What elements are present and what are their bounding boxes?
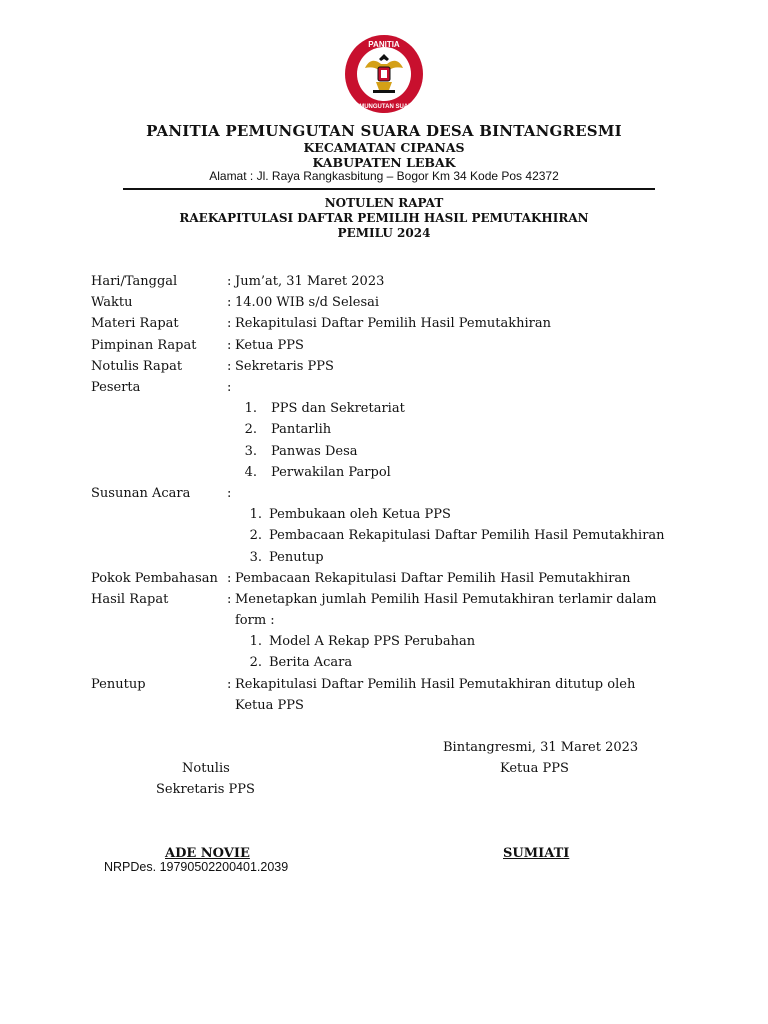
right-signer-role: Ketua PPS: [500, 761, 569, 776]
field-value-pokok: Pembacaan Rekapitulasi Daftar Pemilih Hasil Pemutakhiran: [235, 571, 631, 586]
kecamatan-name: KECAMATAN CIPANAS: [303, 140, 465, 155]
list-item: Pembukaan oleh Ketua PPS: [269, 507, 451, 522]
field-label-hari: Hari/Tanggal: [91, 274, 178, 289]
field-value-waktu: 14.00 WIB s/d Selesai: [235, 295, 380, 310]
field-colon: :: [227, 359, 232, 374]
list-number: 3.: [244, 444, 257, 459]
field-colon: :: [227, 295, 232, 310]
kpu-logo-emblem: [343, 34, 425, 114]
field-label-penutup: Penutup: [91, 677, 146, 692]
org-name: PANITIA PEMUNGUTAN SUARA DESA BINTANGRESMI: [146, 122, 622, 140]
field-label-materi: Materi Rapat: [91, 316, 179, 331]
field-label-hasil: Hasil Rapat: [91, 592, 169, 607]
field-value-hari: Jum’at, 31 Maret 2023: [235, 274, 385, 289]
logo-text-bottom: PEMUNGUTAN SUARA: [351, 104, 417, 110]
field-value-penutup: Rekapitulasi Daftar Pemilih Hasil Pemutakhiran ditutup oleh: [235, 677, 636, 692]
list-item: Pembacaan Rekapitulasi Daftar Pemilih Hasil Pemutakhiran: [269, 528, 665, 543]
left-signer-name: ADE NOVIE: [165, 846, 250, 861]
field-colon: :: [227, 338, 232, 353]
field-colon: :: [227, 380, 232, 395]
list-number: 2.: [249, 655, 262, 670]
field-value-hasil: Menetapkan jumlah Pemilih Hasil Pemutakhiran terlamir dalam: [235, 592, 657, 607]
list-number: 1.: [244, 401, 257, 416]
kabupaten-name: KABUPATEN LEBAK: [312, 155, 456, 170]
field-colon: :: [227, 592, 232, 607]
address-line: Alamat : Jl. Raya Rangkasbitung – Bogor Km 34 Kode Pos 42372: [209, 169, 559, 183]
document-title: NOTULEN RAPAT: [324, 196, 444, 210]
list-number: 3.: [249, 550, 262, 565]
list-number: 2.: [244, 422, 257, 437]
field-colon: :: [227, 677, 232, 692]
list-number: 1.: [249, 507, 262, 522]
list-item: Model A Rekap PPS Perubahan: [269, 634, 476, 649]
left-signer-role: Notulis: [182, 761, 230, 776]
list-item: Penutup: [269, 550, 324, 565]
field-label-waktu: Waktu: [91, 295, 133, 310]
list-item: Pantarlih: [271, 422, 332, 437]
field-value-materi: Rekapitulasi Daftar Pemilih Hasil Pemutakhiran: [235, 316, 552, 331]
field-label-pimpinan: Pimpinan Rapat: [91, 338, 197, 353]
field-colon: :: [227, 571, 232, 586]
field-label-peserta: Peserta: [91, 380, 141, 395]
field-colon: :: [227, 316, 232, 331]
field-label-notulis: Notulis Rapat: [91, 359, 183, 374]
list-number: 4.: [244, 465, 257, 480]
field-value-hasil-cont: form :: [235, 613, 275, 628]
left-signer-title: Sekretaris PPS: [156, 782, 255, 797]
field-value-pimpinan: Ketua PPS: [235, 338, 304, 353]
left-signer-nrp: NRPDes. 19790502200401.2039: [104, 860, 289, 874]
document-subtitle: RAEKAPITULASI DAFTAR PEMILIH HASIL PEMUTAKHIRAN: [179, 211, 589, 225]
field-label-susunan: Susunan Acara: [91, 486, 191, 501]
place-date: Bintangresmi, 31 Maret 2023: [443, 740, 639, 755]
list-item: Perwakilan Parpol: [271, 465, 391, 480]
list-number: 1.: [249, 634, 262, 649]
logo-text-top: PANITIA: [368, 40, 400, 49]
field-value-notulis: Sekretaris PPS: [235, 359, 334, 374]
field-label-pokok: Pokok Pembahasan: [91, 571, 218, 586]
header-divider: [123, 188, 655, 190]
list-number: 2.: [249, 528, 262, 543]
list-item: Berita Acara: [269, 655, 353, 670]
field-colon: :: [227, 486, 232, 501]
right-signer-name: SUMIATI: [503, 846, 570, 861]
field-colon: :: [227, 274, 232, 289]
field-value-penutup-cont: Ketua PPS: [235, 698, 304, 713]
list-item: Panwas Desa: [271, 444, 358, 459]
document-subtitle-year: PEMILU 2024: [337, 226, 431, 240]
list-item: PPS dan Sekretariat: [271, 401, 405, 416]
